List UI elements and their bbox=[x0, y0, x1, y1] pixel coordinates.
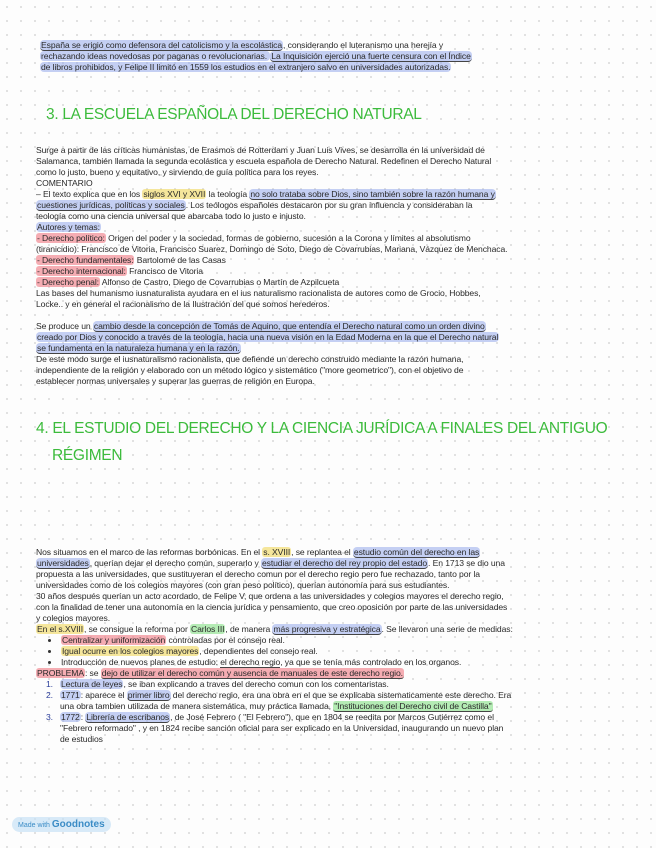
text-line: España se erigió como defensora del catolicismo y la escolástica, considerando el luteranismo una herejía y bbox=[41, 40, 444, 50]
numbered-item: 3. 1772: Librería de escribanos, de José Febrero ( "El Febrero"), que en 1804 se reedita por Marcos Gutiérrez como el bbox=[46, 712, 494, 722]
text-line: Autores y temas: bbox=[37, 222, 100, 232]
text-line: propuesta a las universidades, que sustituyeran el derecho comun por el derecho regio pero fue rechazado, tanto por la bbox=[36, 569, 480, 579]
text-line: cuestiones jurídicas, políticas y sociales. Los teólogos españoles destacaron por su gran influencia y consideraban la bbox=[37, 200, 473, 210]
text-line: - Derecho político: Origen del poder y la sociedad, formas de gobierno, sucesión a la Corona y límites al absolutismo bbox=[37, 233, 471, 243]
text-line: (tiranicidio): Francisco de Vitoria, Francisco Suarez, Domingo de Soto, Diego de Covarrubias, Mariana, Vázquez de Menchaca. bbox=[36, 244, 508, 254]
text-line: creado por Dios y conocido a través de la teología, hacia una nueva visión en la Edad Moderna en la que el Derecho natural bbox=[37, 332, 499, 342]
section-heading-4: 4. EL ESTUDIO DEL DERECHO Y LA CIENCIA JURÍDICA A FINALES DEL ANTIGUO bbox=[36, 420, 608, 437]
text-line: establecer normas universales y superar las guerras de religión en Europa. bbox=[36, 376, 315, 386]
section-heading-3: 3. LA ESCUELA ESPAÑOLA DEL DERECHO NATURAL bbox=[46, 106, 422, 123]
text-line: Nos situamos en el marco de las reformas borbónicas. En el s. XVIII, se replantea el estudio común del derecho en las bbox=[36, 547, 480, 557]
text-line: Se produce un cambio desde la concepción de Tomás de Aquino, que entendía el Derecho natural como un orden divino bbox=[36, 321, 485, 331]
highlight-blue: España se erigió como defensora del catolicismo y la escolástica bbox=[41, 40, 283, 50]
text-line: de estudios bbox=[60, 734, 103, 744]
list-item: Introducción de nuevos planes de estudio: el derecho regio, ya que se tenía más controlado en los organos. bbox=[48, 657, 461, 668]
list-item: Centralizar y uniformización controladas por el consejo real. bbox=[48, 635, 285, 646]
text-line: rechazando ideas novedosas por paganas o revolucionarias. La Inquisición ejerció una fuerte censura con el Índice bbox=[41, 51, 471, 61]
text-line: de libros prohibidos, y Felipe II limitó en 1559 los estudios en el extranjero salvo en universidades autorizadas. bbox=[41, 62, 451, 72]
text-line: con la finalidad de tener una autonomía en la ciencia jurídica y pensamiento, que creo oposición por parte de las universidades bbox=[36, 602, 508, 612]
text-line: independiente de la religión y elaborado con un método lógico y sistemático ("more geometrico"), con el objetivo de bbox=[36, 365, 464, 375]
text-line: se fundamenta en la naturaleza humana y en la razón. bbox=[37, 343, 240, 353]
text-line: En el s.XVIII, se consigue la reforma por Carlos III, de manera más progresiva y estratégica. Se llevaron una serie de medidas: bbox=[37, 624, 513, 634]
list-item: Igual ocurre en los colegios mayores, dependientes del consejo real. bbox=[48, 646, 318, 657]
text-line: 30 años después querían un acto acordado, de Felipe V, que ordena a las universidades y colegios mayores el derecho regio, bbox=[36, 591, 504, 601]
text-line: teología como una ciencia universal que abarcaba todo lo justo e injusto. bbox=[36, 211, 306, 221]
text-line: Surge a partir de las críticas humanistas, de Erasmos de Rotterdam y Juan Luis Vives, se desarrolla en la universidad de bbox=[36, 145, 485, 155]
text-line: De este modo surge el iusnaturalismo racionalista, que defiende un derecho construido mediante la razón humana, bbox=[36, 354, 464, 364]
text-line: "Febrero reformado" , y en 1824 recibe sanción oficial para ser explicado en la Universidad, inaugurando un nuevo plan bbox=[60, 723, 504, 733]
text-line: una obra tambien utilizada de manera sistemática, muy práctica llamada, "Instituciones del Derecho civil de Castilla" bbox=[60, 701, 492, 711]
numbered-item: 2. 1771: aparece el primer libro del derecho regio, era una obra en el que se explicaba sistematicamente este derecho. Era bbox=[46, 690, 512, 700]
text-line: como lo justo, bueno y equitativo, y sirviendo de guía política para los reyes. bbox=[36, 167, 319, 177]
text-line: COMENTARIO bbox=[36, 178, 93, 188]
numbered-item: 1. Lectura de leyes, se iban explicando a traves del derecho comun con los comentaristas. bbox=[46, 679, 389, 689]
section-heading-4-cont: RÉGIMEN bbox=[52, 447, 123, 464]
text-line: universidades, querían dejar el derecho común, superarlo y estudiar el derecho del rey propio del estado. En 1713 se dio una bbox=[37, 558, 505, 568]
text-line: universidades como de los colegios mayores (con gran peso político), querían autonomía para sus estudiantes. bbox=[36, 580, 450, 590]
text-line: - Derecho penal: Alfonso de Castro, Diego de Covarrubias o Martín de Azpilcueta bbox=[37, 277, 340, 287]
text-line: Las bases del humanismo iusnaturalista ayudara en el ius naturalismo racionalista de autores como de Grocio, Hobbes, bbox=[36, 288, 481, 298]
goodnotes-badge: Made with Goodnotes bbox=[12, 817, 111, 832]
text-line: - Derecho fundamentales: Bartolomé de las Casas bbox=[37, 255, 226, 265]
text-line: Salamanca, también llamada la segunda ecolástica y escuela española de Derecho Natural. Redefinen el Derecho Natural bbox=[36, 156, 492, 166]
text-line: - Derecho internacional: Francisco de Vitoria bbox=[37, 266, 203, 276]
text-line: PROBLEMA: se dejo de utilizar el derecho común y ausencia de manuales de este derecho regio. bbox=[37, 668, 403, 678]
text-line: Locke.. y en general el racionalismo de la Ilustración del que somos herederos. bbox=[36, 299, 330, 309]
text-line: – El texto explica que en los siglos XVI y XVII la teología no solo trataba sobre Dios, sino también sobre la razón humana y bbox=[36, 189, 495, 199]
text-line: y colegios mayores. bbox=[36, 613, 111, 623]
